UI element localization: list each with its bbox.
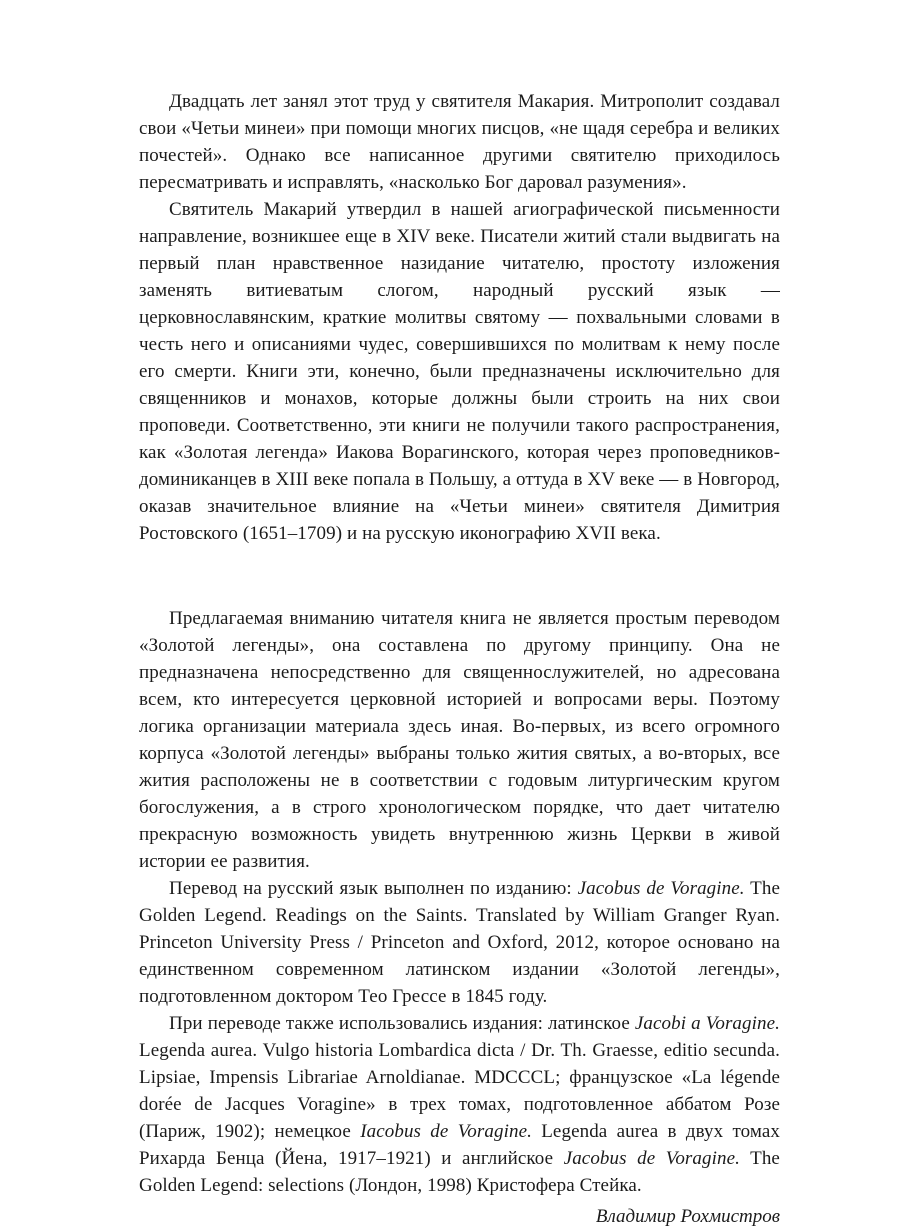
text-run: Legenda aurea в двух томах Рихарда Бенца (Йена, 1917–1921) и английское [139,1121,780,1169]
text-run: Перевод на русский язык выполнен по изданию: [169,878,578,899]
italic-run: Jacobus de Voragine. [563,1148,740,1169]
text-block [139,88,780,1199]
paragraph [139,196,780,547]
author-signature: Владимир Рохмистров [595,1206,780,1227]
italic-run: Jacobus de Voragine. [577,878,745,899]
paragraph [139,875,780,1010]
text-run: The Golden Legend. Readings on the Saints. Translated by William Granger Ryan. Princeton University Press / Princeton and Oxford, 2012, которое основано на единственном современном латинском издании «Золотой легенды», подготовленном доктором Тео Грессе в 1845 году. [139,878,780,1007]
paragraph [139,1010,780,1199]
text-run: The Golden Legend: selections (Лондон, 1998) Кристофера Стейка. [139,1148,780,1196]
italic-run: Iacobus de Voragine. [360,1121,532,1142]
italic-run: Jacobi a Voragine. [634,1013,780,1034]
book-page [139,88,780,1230]
text-run: При переводе также использовались издания: латинское [169,1013,635,1034]
paragraph [139,88,780,196]
paragraph [139,605,780,875]
text-run: Святитель Макарий утвердил в нашей агиографической письменности направление, возникшее еще в XIV веке. Писатели житий стали выдвигать на первый план нравственное назидание читателю, простоту изложения заменять витиеватым слогом, народный русский язык — церковнославянским, краткие молитвы святому — похвальными словами в честь него и описаниями чудес, совершившихся по молитвам к нему после его смерти. Книги эти, конечно, были предназначены исключительно для священников и монахов, которые должны были строить на них свои проповеди. Соответственно, эти книги не получили такого распространения, как «Золотая легенда» Иакова Ворагинского, которая через проповедников-доминиканцев в XIII веке попала в Польшу, а оттуда в XV веке — в Новгород, оказав значительное влияние на «Четьи минеи» святителя Димитрия Ростовского (1651–1709) и на русскую иконографию XVII века. [139,199,780,544]
text-run: Двадцать лет занял этот труд у святителя Макария. Митрополит создавал свои «Четьи минеи» при помощи многих писцов, «не щадя серебра и великих почестей». Однако все написанное другими святителю приходилось пересматривать и исправлять, «насколько Бог даровал разумения». [139,91,780,193]
text-run: Предлагаемая вниманию читателя книга не является простым переводом «Золотой легенды», она составлена по другому принципу. Она не предназначена непосредственно для священнослужителей, но адресована всем, кто интересуется церковной историей и вопросами веры. Поэтому логика организации материала здесь иная. Во-первых, из всего огромного корпуса «Золотой легенды» выбраны только жития святых, а во-вторых, все жития расположены не в соответствии с годовым литургическим кругом богослужения, а в строго хронологическом порядке, что дает читателю прекрасную возможность увидеть внутреннюю жизнь Церкви в живой истории ее развития. [139,608,780,872]
text-run: Legenda aurea. Vulgo historia Lombardica dicta / Dr. Th. Graesse, editio secunda. Lipsiae, Impensis Librariae Arnoldianae. MDCCCL; французское «La légende dorée de Jacques Voragine» в трех томах, подготовленное аббатом Розе (Париж, 1902); немецкое [139,1040,780,1142]
